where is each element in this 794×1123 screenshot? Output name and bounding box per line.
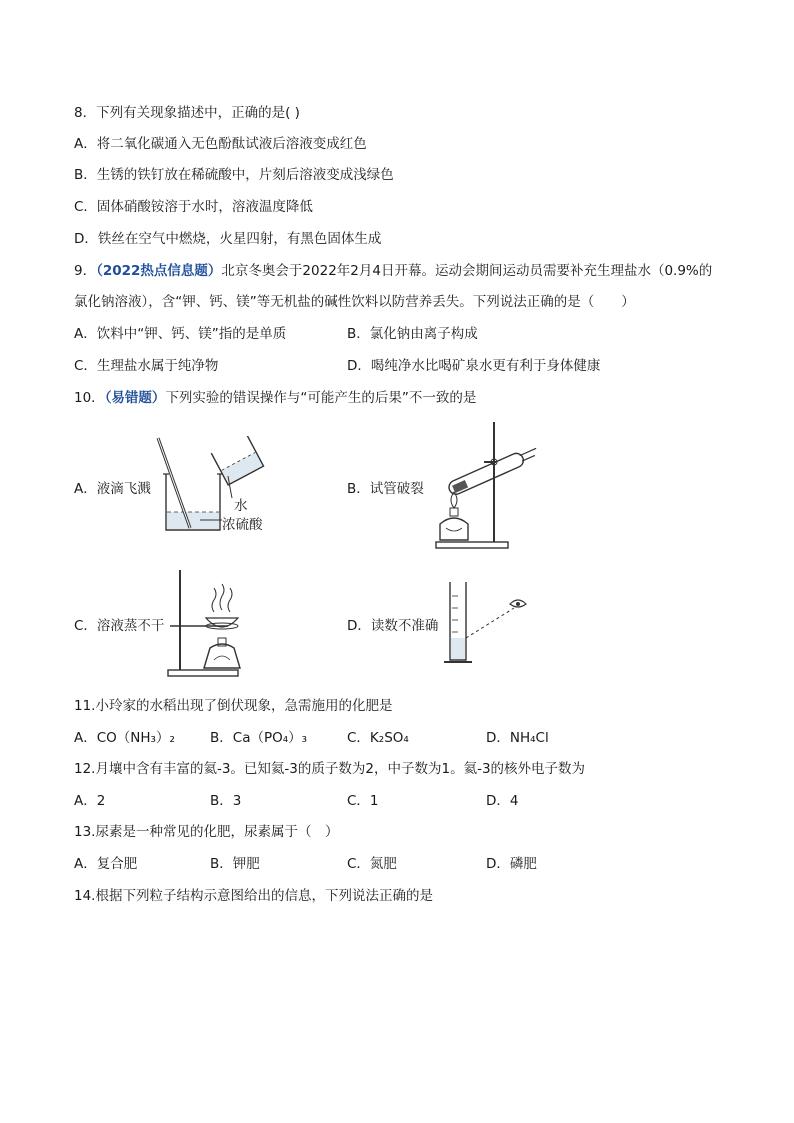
q10-tag: （易错题）	[104, 390, 166, 406]
q13-option-b: B．钾肥	[210, 856, 260, 872]
q9-option-b: B．氯化钠由离子构成	[347, 326, 478, 342]
q9-stem-line2: 氯化钠溶液），含“钾、钙、镁”等无机盐的碱性饮料以防营养丢失。下列说法正确的是（ ）	[74, 294, 635, 310]
q10-stem-text: 下列实验的错误操作与“可能产生的后果”不一致的是	[165, 390, 477, 406]
q9-option-a: A．饮料中“钾、钙、镁”指的是单质	[74, 326, 287, 342]
q14-stem: 14.根据下列粒子结构示意图给出的信息，下列说法正确的是	[74, 888, 433, 904]
q11-option-a: A．CO（NH₃）₂	[74, 730, 175, 746]
heating-test-tube-diagram	[428, 418, 548, 553]
q9-tag: （2022热点信息题）	[96, 263, 222, 279]
measuring-cylinder-diagram	[440, 576, 530, 671]
q9-option-c: C．生理盐水属于纯净物	[74, 358, 219, 374]
q8-option-a: A．将二氧化碳通入无色酚酞试液后溶液变成红色	[74, 136, 367, 152]
water-label: 水	[234, 498, 248, 514]
q12-stem: 12.月壤中含有丰富的氦-3。已知氦-3的质子数为2，中子数为1。氦-3的核外电子数为	[74, 761, 586, 777]
q9-stem-text: 北京冬奥会于2022年2月4日开幕。运动会期间运动员需要补充生理盐水（0.9%的	[221, 263, 713, 279]
q13-option-c: C．氮肥	[347, 856, 397, 872]
q9-number: 9．	[74, 263, 97, 279]
q8-stem: 8．下列有关现象描述中，正确的是( )	[74, 105, 300, 121]
q11-option-d: D．NH₄Cl	[486, 730, 549, 746]
evaporation-diagram	[164, 566, 264, 681]
q13-stem: 13.尿素是一种常见的化肥，尿素属于（ ）	[74, 824, 339, 840]
conc-sulfuric-acid-label: 浓硫酸	[222, 517, 263, 533]
q12-option-a: A．2	[74, 793, 106, 809]
q11-option-b: B．Ca（PO₄）₃	[210, 730, 308, 746]
q10-option-b: B．试管破裂	[347, 481, 424, 497]
q13-option-a: A．复合肥	[74, 856, 138, 872]
q10-option-c: C．溶液蒸不干	[74, 618, 165, 634]
q11-option-c: C．K₂SO₄	[347, 730, 409, 746]
q12-option-b: B．3	[210, 793, 242, 809]
q10-number: 10．	[74, 390, 105, 406]
q10-stem	[74, 389, 476, 407]
q12-option-d: D．4	[486, 793, 519, 809]
q12-option-c: C．1	[347, 793, 379, 809]
q10-option-d: D．读数不准确	[347, 618, 439, 634]
q8-option-c: C．固体硝酸铵溶于水时，溶液温度降低	[74, 199, 313, 215]
q9-stem-line1	[74, 262, 712, 280]
q8-option-d: D．铁丝在空气中燃烧，火星四射，有黑色固体生成	[74, 231, 382, 247]
q11-stem: 11.小玲家的水稻出现了倒伏现象，急需施用的化肥是	[74, 698, 393, 714]
q10-option-a: A．液滴飞溅	[74, 481, 151, 497]
q9-option-d: D．喝纯净水比喝矿泉水更有利于身体健康	[347, 358, 601, 374]
q8-option-b: B．生锈的铁钉放在稀硫酸中，片刻后溶液变成浅绿色	[74, 167, 394, 183]
q13-option-d: D．磷肥	[486, 856, 537, 872]
